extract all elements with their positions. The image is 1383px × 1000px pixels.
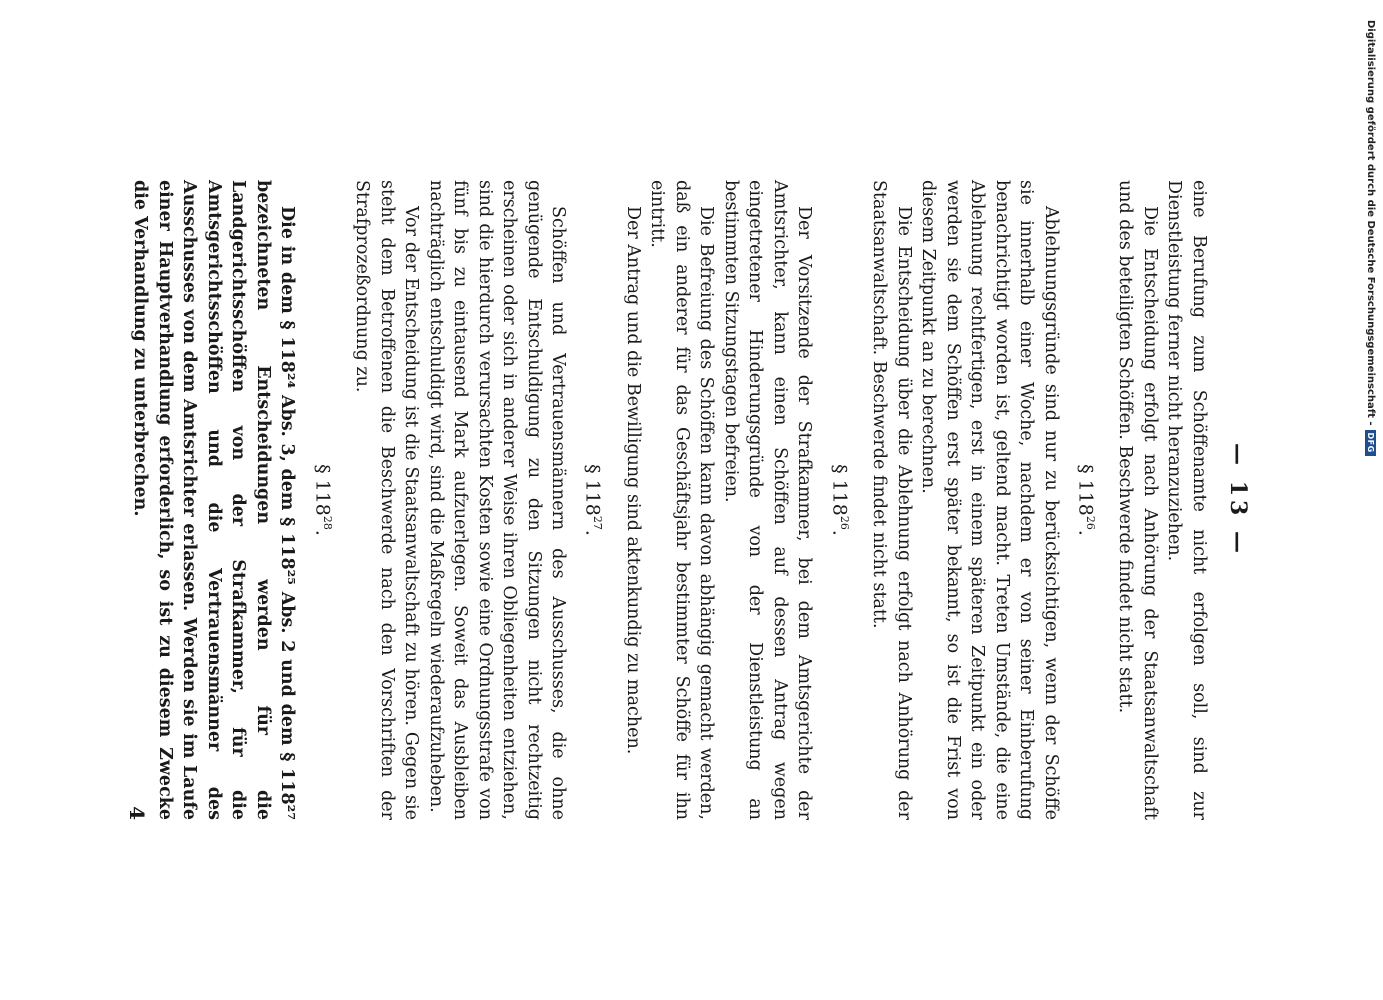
section-paragraph: Die Befreiung des Schöffen kann davon abhängig gemacht werden, daß ein anderer für das Geschäftsjahr bestimmter Schöffe für ihn eintritt.	[647, 180, 717, 820]
paragraph-1: Die Entscheidung erfolgt nach Anhörung der Staatsanwaltschaft und des beteiligten Schöffen. Beschwerde findet nicht statt.	[1115, 180, 1160, 820]
section-heading-text: § 118	[1074, 464, 1097, 516]
dfg-credit	[1365, 20, 1376, 456]
section-heading: § $118^{27}$.	[582, 464, 605, 536]
dfg-logo-icon: DFG	[1365, 430, 1376, 456]
credit-text: Digitalisierung gefördert durch die Deutsche Forschungsgemeinschaft -	[1365, 20, 1376, 426]
section-heading-text: § 118	[582, 464, 605, 516]
section-heading-text: § 118	[311, 464, 334, 516]
section-paragraph: Der Vorsitzende der Strafkammer, bei dem Amtsgerichte der Amtsrichter, kann einen Schöffen auf dessen Antrag wegen eingetretener Hinderungsgründe von der Dienstleistung an bestimmten Sitzungstagen befreien.	[720, 180, 815, 820]
section-heading-superscript: 26	[1084, 515, 1097, 530]
paragraph-0: eine Berufung zum Schöffenamte nicht erfolgen soll, sind zur Dienstleistung ferner nicht heranzuziehen.	[1164, 180, 1209, 820]
section-118-26a	[867, 180, 1097, 820]
section-heading: § $118^{28}$.	[311, 464, 334, 536]
section-paragraph: Die in dem § 118²⁴ Abs. 3, dem § 118²⁵ Abs. 2 und dem § 118²⁷ bezeichneten Entscheidungen werden für die Landgerichtsschöffen von der Strafkammer, für die Amtsgerichtsschöffen und die Vertrauensmänner des Ausschusses von dem Amtsrichter erlassen. Werden sie im Laufe einer Hauptverhandlung erforderlich, so ist zu diesem Zwecke die Verhandlung zu unterbrechen.	[130, 180, 298, 820]
section-118-27	[350, 180, 605, 820]
section-118-26b	[620, 180, 850, 820]
section-paragraph: Die Entscheidung über die Ablehnung erfolgt nach Anhörung der Staatsanwaltschaft. Beschwerde findet nicht statt.	[869, 180, 914, 820]
section-118-28	[128, 180, 334, 820]
section-paragraph: Der Antrag und die Bewilligung sind aktenkundig zu machen.	[622, 206, 643, 755]
section-paragraph: Ablehnungsgründe sind nur zu berücksichtigen, wenn der Schöffe sie innerhalb einer Woche, nachdem er von seiner Einberufung benachrichtigt worden ist, geltend macht. Treten Umstände, die eine Ablehnung rechtfertigen, erst in einem späteren Zeitpunkt ein oder werden sie dem Schöffen erst später bekannt, so ist die Frist von diesem Zeitpunkt an zu berechnen.	[918, 180, 1061, 820]
section-heading-superscript: 28	[320, 515, 334, 530]
section-heading-text: § 118	[828, 464, 851, 516]
page-number-bottom: 4	[125, 806, 149, 820]
page-text-column	[125, 180, 1251, 820]
section-heading-superscript: 27	[591, 515, 605, 530]
page-number-top: — 13 —	[1225, 443, 1251, 557]
section-heading: § $118^{26}$.	[828, 464, 851, 536]
section-heading-superscript: 26	[837, 515, 851, 530]
section-paragraph: Schöffen und Vertrauensmännern des Ausschusses, die ohne genügende Entschuldigung zu den Sitzungen nicht rechtzeitig erscheinen oder sich in anderer Weise ihren Obliegenheiten entziehen, sind die hierdurch verursachten Kosten sowie eine Ordnungsstrafe von fünf bis zu eintausend Mark aufzuerlegen. Soweit das Ausbleiben nachträglich entschuldigt wird, sind die Maßregeln wiederaufzuheben.	[425, 180, 569, 820]
rotated-page	[125, 180, 1251, 820]
section-heading: § $118^{26}$.	[1074, 464, 1097, 536]
section-paragraph: Vor der Entscheidung ist die Staatsanwaltschaft zu hören. Gegen sie steht dem Betroffenen die Beschwerde nach den Vorschriften der Strafprozeßordnung zu.	[352, 180, 422, 820]
